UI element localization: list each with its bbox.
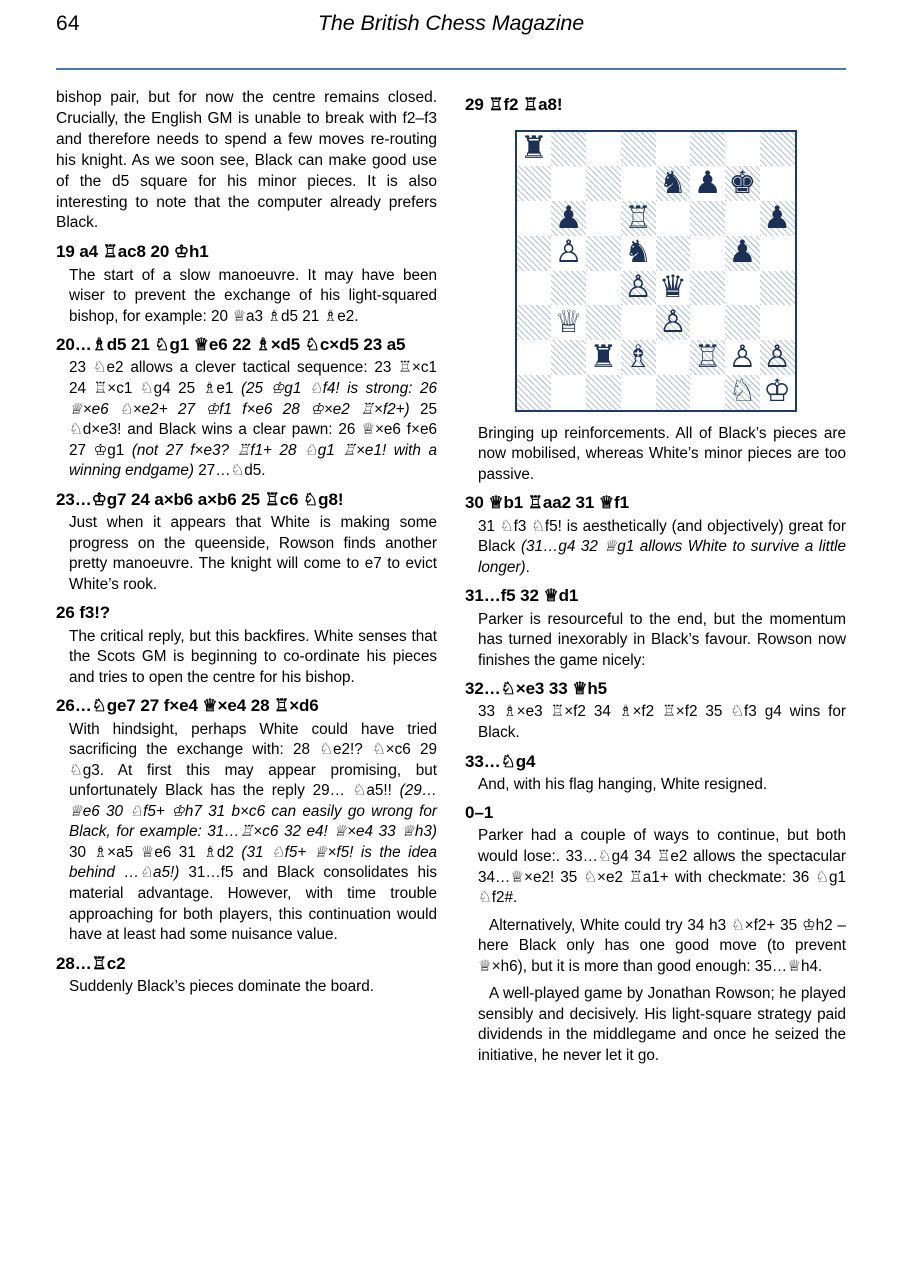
move-text: 28…♖c2 — [56, 953, 126, 973]
square-g7 — [725, 166, 760, 201]
move-heading-20 — [56, 334, 437, 355]
piece-black-p: ♟ — [763, 199, 792, 236]
square-h1 — [760, 375, 795, 410]
piece-white-p: ♙ — [728, 338, 757, 375]
annotation-variation: (not 27 f×e3? ♖f1+ 28 ♘g1 ♖×e1! with a winning endgame) — [69, 441, 437, 480]
square-f5 — [690, 236, 725, 271]
piece-black-k: ♚ — [728, 164, 757, 201]
piece-black-r: ♜ — [589, 338, 618, 375]
move-heading-28 — [56, 953, 437, 974]
annotation-variation: (31…g4 32 ♕g1 allows White to survive a little longer) — [478, 538, 846, 576]
annotation-23 — [69, 358, 437, 481]
annotation-26: The critical reply, but this backfires. White senses that the Scots GM is beginning to co-ordinate his pieces and tries to open the centre for his bishop. — [69, 627, 437, 686]
square-g2 — [725, 340, 760, 375]
square-b5 — [551, 236, 586, 271]
square-h5 — [760, 236, 795, 271]
square-e2 — [656, 340, 691, 375]
square-d5 — [621, 236, 656, 271]
square-a5 — [517, 236, 552, 271]
annotation-variation: (25 ♔g1 ♘f4! is strong: 26 ♕×e6 ♘×e2+ 27 ♔f1 f×e6 28 ♔×e2 ♖×f2+) — [69, 380, 437, 418]
square-b8 — [551, 132, 586, 167]
square-g4 — [725, 271, 760, 306]
final-note-3: A well-played game by Jonathan Rowson; he played sensibly and decisively. His light-square strategy paid dividends in the middlegame and once he seized the initiative, he never let it go. — [478, 985, 846, 1065]
annotation-variation: (29…♕e6 30 ♘f5+ ♔h7 31 b×c6 can easily go wrong for Black, for example: 31…♖×c6 32 e4! ♕×e4 33 ♕h3) — [69, 782, 437, 841]
square-b1 — [551, 375, 586, 410]
square-b4 — [551, 271, 586, 306]
square-c7 — [586, 166, 621, 201]
square-a7 — [517, 166, 552, 201]
piece-white-b: ♗ — [624, 338, 653, 375]
square-g5 — [725, 236, 760, 271]
annotation-33: 33 ♗×e3 ♖×f2 34 ♗×f2 ♖×f2 35 ♘f3 g4 wins for Black. — [478, 703, 846, 742]
move-text: 23…♔g7 24 a×b6 a×b6 25 ♖c6 ♘g8! — [56, 489, 344, 509]
piece-black-p: ♟ — [728, 234, 757, 271]
square-e3 — [656, 305, 691, 340]
move-text: 33…♘g4 — [465, 751, 536, 771]
square-b2 — [551, 340, 586, 375]
square-f4 — [690, 271, 725, 306]
annotation-29: Bringing up reinforcements. All of Black’s pieces are now mobilised, whereas White’s minor pieces are too passive. — [478, 424, 846, 483]
square-a6 — [517, 201, 552, 236]
piece-white-n: ♘ — [728, 373, 757, 410]
annotation-segment: 30 ♗×a5 ♕e6 31 ♗d2 — [69, 843, 242, 861]
move-heading-31 — [465, 585, 846, 606]
square-g3 — [725, 305, 760, 340]
move-text: 32…♘×e3 33 ♕h5 — [465, 679, 608, 699]
square-h8 — [760, 132, 795, 167]
square-h6 — [760, 201, 795, 236]
square-h2 — [760, 340, 795, 375]
square-f1 — [690, 375, 725, 410]
square-e4 — [656, 268, 691, 306]
annotation-25: Just when it appears that White is making some progress on the queenside, Rowson finds another pretty manoeuvre. The knight will come to e7 to evict White’s rook. — [69, 514, 437, 593]
left-column — [56, 88, 437, 1004]
square-d1 — [621, 375, 656, 410]
magazine-title: The British Chess Magazine — [317, 11, 585, 35]
square-g6 — [725, 201, 760, 236]
square-e7 — [656, 166, 691, 201]
annotation-variation: (31 ♘f5+ ♕×f5! is the idea behind …♘a5!) — [69, 843, 437, 882]
right-column — [465, 88, 846, 1073]
square-f3 — [690, 305, 725, 340]
header-rule — [56, 68, 846, 70]
square-d3 — [621, 305, 656, 340]
square-d8 — [621, 132, 656, 167]
annotation-segment: 25 ♘d×e3! and Black wins a clear pawn: 26 ♕×e6 f×e6 27 ♔g1 — [69, 400, 438, 459]
square-g8 — [725, 132, 760, 167]
piece-black-n: ♞ — [624, 234, 653, 271]
piece-white-r: ♖ — [624, 199, 653, 236]
final-note-1: Parker had a couple of ways to continue, but both would lose:. 33…♘g4 34 ♖e2 allows the spectacular 34…♕×e2! 35 ♘×e2 ♖a1+ with checkmate: 36 ♘g1 ♘f2#. — [478, 827, 846, 907]
chess-diagram — [465, 130, 846, 412]
move-heading-33 — [465, 751, 846, 772]
move-heading-26 — [56, 602, 437, 623]
game-result: 0–1 — [465, 803, 494, 823]
square-c6 — [586, 201, 621, 236]
annotation-segment: 23 ♘e2 allows a clever tactical sequence: 23 ♖×c1 24 ♖×c1 ♘g4 25 ♗e1 — [69, 359, 437, 398]
square-d4 — [621, 268, 656, 306]
annotation-segment: 31…f5 and Black consolidates his material advantage. However, with time trouble approaching for both players, this continuation would have at least had some nuisance value. — [69, 864, 437, 944]
square-b7 — [551, 166, 586, 201]
piece-white-q: ♕ — [554, 303, 583, 340]
annotation-33-g4: And, with his flag hanging, White resigned. — [478, 775, 768, 793]
square-a1 — [517, 375, 552, 410]
move-text: 19 a4 ♖ac8 20 ♔h1 — [56, 242, 209, 262]
square-h3 — [760, 305, 795, 340]
square-a4 — [517, 271, 552, 306]
move-heading-30 — [465, 492, 846, 513]
square-a2 — [517, 340, 552, 375]
square-d2 — [621, 340, 656, 375]
square-e5 — [656, 236, 691, 271]
piece-white-p: ♙ — [763, 338, 792, 375]
piece-white-p: ♙ — [624, 268, 653, 305]
move-text: 26…♘ge7 27 f×e4 ♕×e4 28 ♖×d6 — [56, 696, 319, 716]
annotation-segment: . — [525, 558, 530, 576]
move-text: 20…♗d5 21 ♘g1 ♕e6 22 ♗×d5 ♘c×d5 23 a5 — [56, 335, 406, 355]
move-heading-29 — [465, 94, 846, 115]
move-text: 29 ♖f2 ♖a8! — [465, 95, 563, 115]
square-a8 — [517, 129, 552, 167]
square-f8 — [690, 132, 725, 167]
square-e1 — [656, 375, 691, 410]
square-e6 — [656, 201, 691, 236]
square-b3 — [551, 305, 586, 340]
annotation-31 — [478, 517, 846, 579]
move-text: 31…f5 32 ♕d1 — [465, 586, 579, 606]
piece-black-r: ♜ — [519, 129, 548, 166]
piece-white-p: ♙ — [658, 303, 687, 340]
move-heading-19 — [56, 241, 437, 262]
move-text: 26 f3!? — [56, 603, 111, 623]
move-heading-32 — [465, 678, 846, 699]
final-note-2: Alternatively, White could try 34 h3 ♘×f2+ 35 ♔h2 – here Black only has one good move (to prevent ♕×h6), but it is more than good enough: 35…♕h4. — [478, 916, 846, 975]
annotation-28 — [69, 720, 437, 946]
annotation-32: Parker is resourceful to the end, but the momentum has turned inexorably in Black’s favour. Rowson now finishes the game nicely: — [478, 610, 846, 669]
piece-black-n: ♞ — [658, 164, 687, 201]
square-c5 — [586, 236, 621, 271]
square-h7 — [760, 166, 795, 201]
square-c3 — [586, 305, 621, 340]
square-d6 — [621, 201, 656, 236]
move-text: 30 ♕b1 ♖aa2 31 ♕f1 — [465, 493, 629, 513]
piece-white-r: ♖ — [693, 338, 722, 375]
page-number: 64 — [56, 12, 80, 35]
square-g1 — [725, 375, 760, 410]
annotation-segment: 31 ♘f3 ♘f5! is aesthetically (and objectively) great for Black — [478, 517, 846, 556]
square-d7 — [621, 166, 656, 201]
annotation-segment: 27…♘d5. — [194, 462, 266, 480]
chess-board — [515, 130, 797, 412]
square-c2 — [586, 340, 621, 375]
annotation-segment: With hindsight, perhaps White could have tried sacrificing the exchange with: 28 ♘e2!? ♘×c6 29 ♘g3. At first this may appear promising, but unfortunately Black has the reply 29… ♘a5!! — [69, 720, 437, 800]
piece-black-p: ♟ — [554, 199, 583, 236]
move-heading-26b — [56, 695, 437, 716]
square-b6 — [551, 201, 586, 236]
annotation-19: The start of a slow manoeuvre. It may have been wiser to prevent the exchange of his light-squared bishop, for example: 20 ♕a3 ♗d5 21 ♗e2. — [69, 266, 437, 325]
move-heading-23 — [56, 489, 437, 510]
annotation-28-c2: Suddenly Black’s pieces dominate the board. — [69, 977, 374, 995]
square-f6 — [690, 201, 725, 236]
opening-paragraph: bishop pair, but for now the centre remains closed. Crucially, the English GM is unable to break with f2–f3 and therefore needs to spend a few moves re-routing his knight. As we soon see, Black can make good use of the d5 square for his minor pieces. It is also interesting to note that the computer already prefers Black. — [56, 89, 437, 232]
piece-black-q: ♛ — [658, 268, 687, 305]
square-c1 — [586, 375, 621, 410]
page-header — [56, 0, 846, 62]
square-c8 — [586, 132, 621, 167]
piece-white-p: ♙ — [554, 234, 583, 271]
square-f7 — [690, 166, 725, 201]
piece-white-k: ♔ — [763, 373, 792, 410]
square-a3 — [517, 305, 552, 340]
piece-black-p: ♟ — [693, 164, 722, 201]
square-c4 — [586, 271, 621, 306]
square-e8 — [656, 132, 691, 167]
two-column-layout — [56, 88, 846, 1073]
square-h4 — [760, 271, 795, 306]
square-f2 — [690, 340, 725, 375]
